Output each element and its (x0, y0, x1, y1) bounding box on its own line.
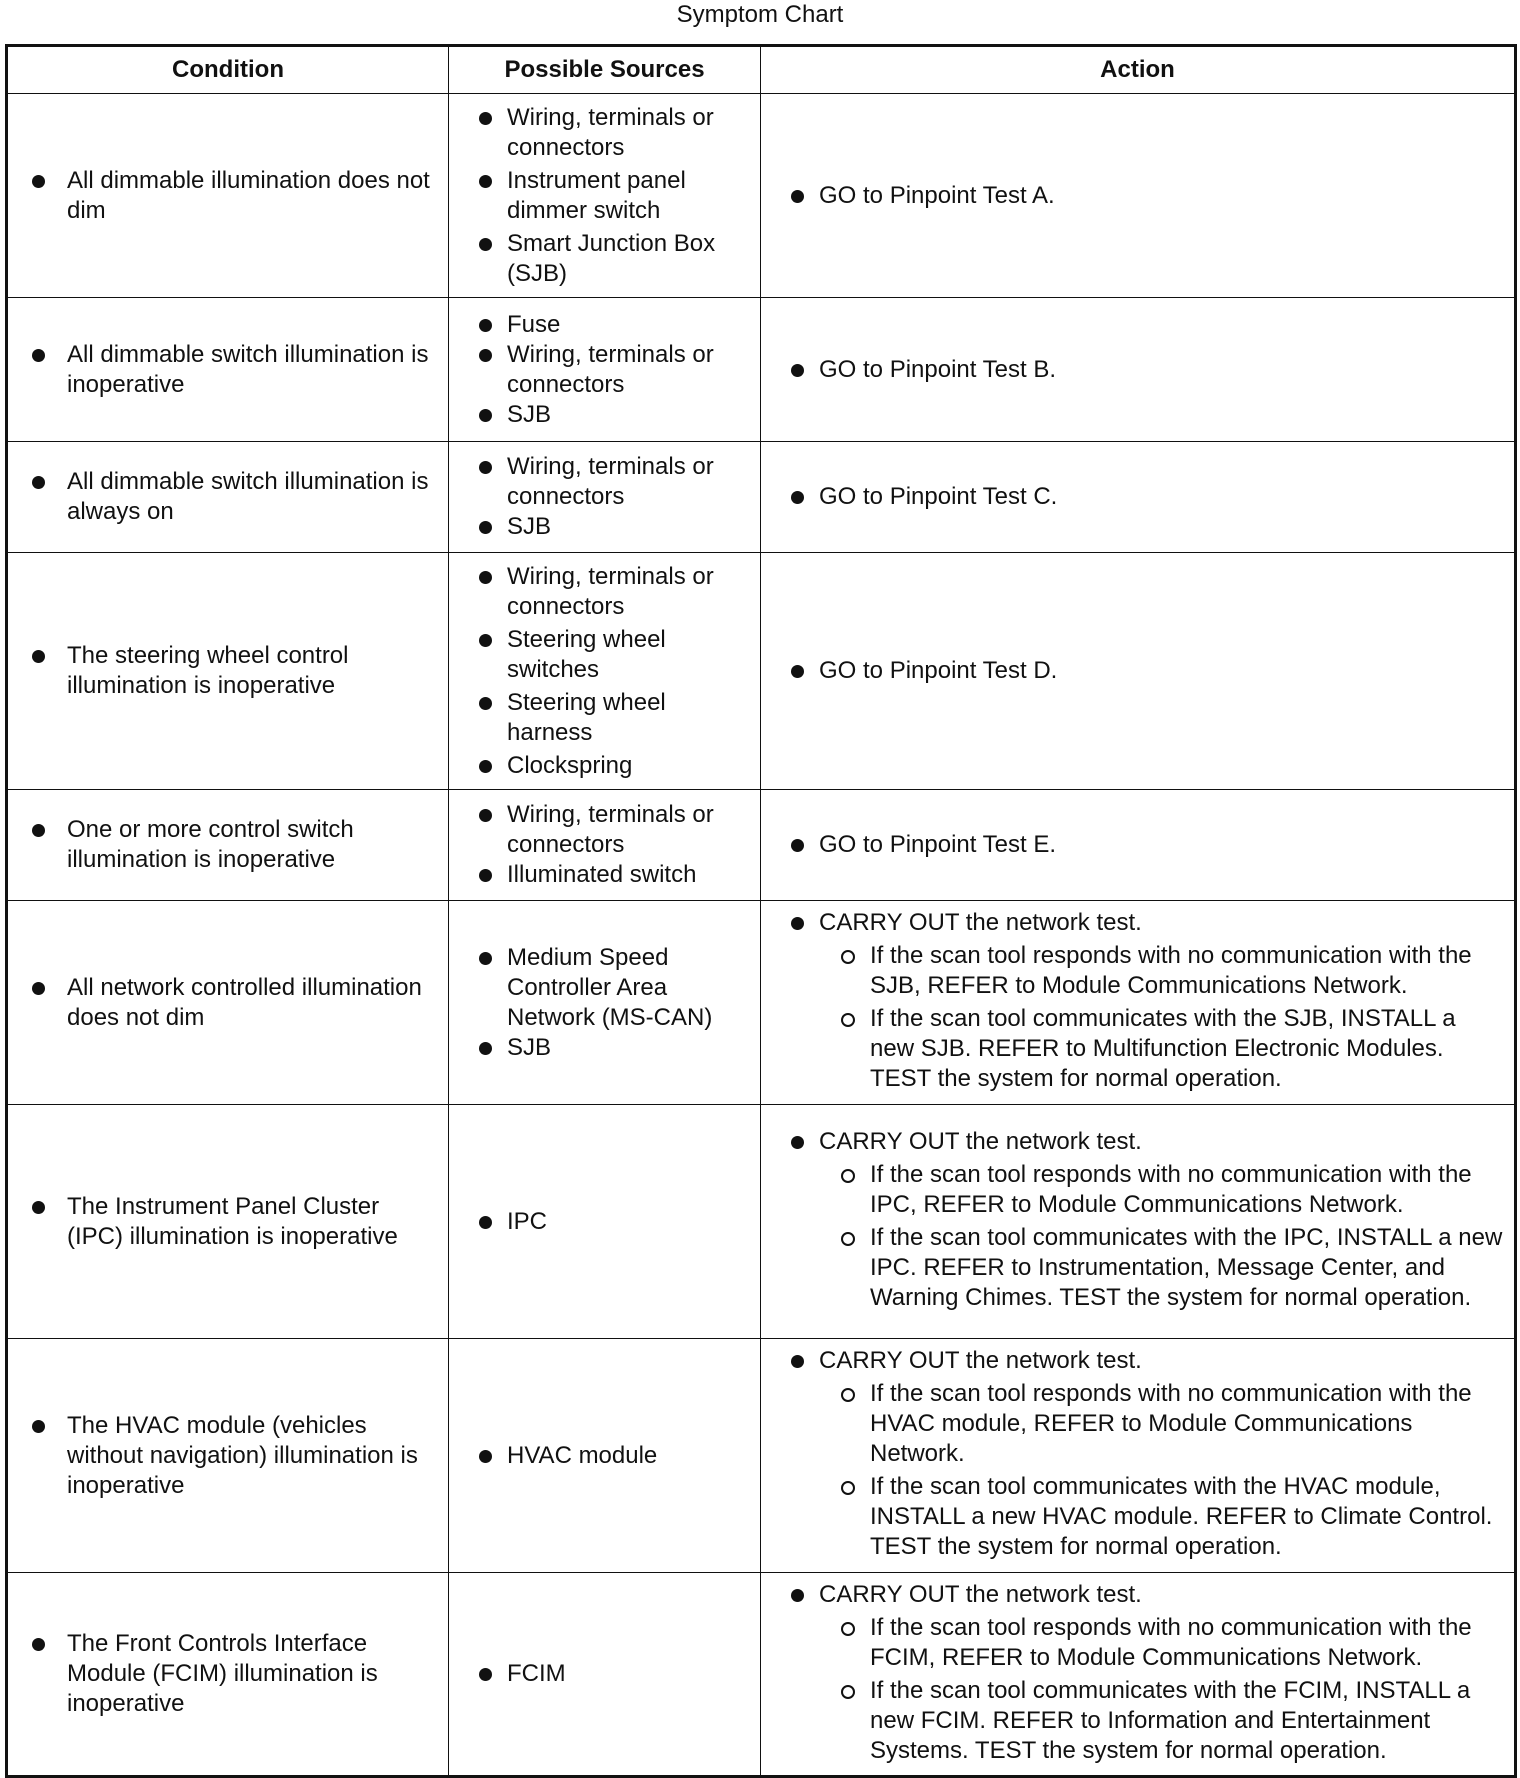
action-cell (761, 553, 1516, 790)
sources-cell (449, 94, 761, 298)
source-item: Smart Junction Box (SJB) (449, 229, 752, 289)
action-sub-item: If the scan tool communicates with the IPC, INSTALL a new IPC. REFER to Instrumentation, Message Center, and Warning Chimes. TEST the system for normal operation. (819, 1223, 1504, 1313)
action-sub-item: If the scan tool communicates with the HVAC module, INSTALL a new HVAC module. REFER to Climate Control. TEST the system for normal operation. (819, 1472, 1504, 1562)
condition-cell (7, 553, 449, 790)
action-sub-item: If the scan tool responds with no communication with the SJB, REFER to Module Communications Network. (819, 941, 1504, 1001)
sources-cell (449, 901, 761, 1105)
condition-cell (7, 442, 449, 553)
action-cell (761, 442, 1516, 553)
source-item: Fuse (449, 310, 752, 340)
sources-cell (449, 790, 761, 901)
sources-cell (449, 1573, 761, 1777)
source-item: Illuminated switch (449, 860, 752, 890)
action-main: GO to Pinpoint Test B. (761, 355, 1504, 385)
sources-cell (449, 1339, 761, 1573)
action-main (761, 1580, 1504, 1766)
action-main: GO to Pinpoint Test D. (761, 656, 1504, 686)
condition-cell (7, 1573, 449, 1777)
action-main: GO to Pinpoint Test E. (761, 830, 1504, 860)
condition-text: All network controlled illumination does not dim (8, 973, 440, 1033)
action-sub-item: If the scan tool communicates with the SJB, INSTALL a new SJB. REFER to Multifunction Electronic Modules. TEST the system for normal operation. (819, 1004, 1504, 1094)
table-row (7, 553, 1516, 790)
sources-cell (449, 442, 761, 553)
sources-cell (449, 553, 761, 790)
source-item: Clockspring (449, 751, 752, 781)
source-item: IPC (449, 1207, 752, 1237)
page-title: Symptom Chart (676, 1, 844, 28)
source-item: Wiring, terminals or connectors (449, 452, 752, 512)
header-row (7, 46, 1516, 94)
sources-cell (449, 298, 761, 442)
action-main (761, 1127, 1504, 1313)
source-item: Wiring, terminals or connectors (449, 562, 752, 622)
condition-cell (7, 94, 449, 298)
source-item: SJB (449, 400, 752, 430)
action-main: GO to Pinpoint Test C. (761, 482, 1504, 512)
source-item: SJB (449, 1033, 752, 1063)
condition-cell (7, 901, 449, 1105)
header-action: Action (761, 46, 1516, 94)
header-condition: Condition (7, 46, 449, 94)
action-cell (761, 1339, 1516, 1573)
condition-text: The HVAC module (vehicles without navigation) illumination is inoperative (8, 1411, 440, 1501)
source-item: FCIM (449, 1659, 752, 1689)
action-cell (761, 790, 1516, 901)
table-row (7, 94, 1516, 298)
table-row (7, 901, 1516, 1105)
condition-text: All dimmable switch illumination is always on (8, 467, 440, 527)
action-main-text: CARRY OUT the network test. (819, 1128, 1142, 1155)
source-item: Wiring, terminals or connectors (449, 800, 752, 860)
action-main (761, 908, 1504, 1094)
action-cell (761, 1105, 1516, 1339)
condition-text: The steering wheel control illumination is inoperative (8, 641, 440, 701)
condition-cell (7, 1105, 449, 1339)
header-possible-sources: Possible Sources (449, 46, 761, 94)
table-row (7, 1573, 1516, 1777)
condition-text: All dimmable switch illumination is inoperative (8, 340, 440, 400)
source-item: Instrument panel dimmer switch (449, 166, 752, 226)
action-main-text: CARRY OUT the network test. (819, 1347, 1142, 1374)
action-cell (761, 298, 1516, 442)
table-row (7, 790, 1516, 901)
action-sub-item: If the scan tool responds with no communication with the IPC, REFER to Module Communications Network. (819, 1160, 1504, 1220)
condition-text: The Instrument Panel Cluster (IPC) illumination is inoperative (8, 1192, 440, 1252)
table-row (7, 298, 1516, 442)
source-item: HVAC module (449, 1441, 752, 1471)
action-cell (761, 1573, 1516, 1777)
table-row (7, 442, 1516, 553)
action-sub-item: If the scan tool responds with no communication with the HVAC module, REFER to Module Communications Network. (819, 1379, 1504, 1469)
source-item: Wiring, terminals or connectors (449, 103, 752, 163)
condition-cell (7, 1339, 449, 1573)
action-main (761, 1346, 1504, 1562)
condition-text: The Front Controls Interface Module (FCIM) illumination is inoperative (8, 1629, 440, 1719)
condition-cell (7, 298, 449, 442)
action-main-text: CARRY OUT the network test. (819, 909, 1142, 936)
symptom-chart-table (5, 44, 1517, 1778)
table-row (7, 1105, 1516, 1339)
action-main: GO to Pinpoint Test A. (761, 181, 1504, 211)
condition-text: All dimmable illumination does not dim (8, 166, 440, 226)
sources-cell (449, 1105, 761, 1339)
source-item: Steering wheel harness (449, 688, 752, 748)
action-cell (761, 94, 1516, 298)
action-sub-item: If the scan tool responds with no communication with the FCIM, REFER to Module Communications Network. (819, 1613, 1504, 1673)
action-main-text: CARRY OUT the network test. (819, 1580, 1142, 1608)
action-sub-item: If the scan tool communicates with the FCIM, INSTALL a new FCIM. REFER to Information and Entertainment Systems. TEST the system for normal operation. (819, 1676, 1504, 1766)
source-item: SJB (449, 512, 752, 542)
source-item: Wiring, terminals or connectors (449, 340, 752, 400)
condition-text: One or more control switch illumination is inoperative (8, 815, 440, 875)
table-row (7, 1339, 1516, 1573)
source-item: Steering wheel switches (449, 625, 752, 685)
source-item: Medium Speed Controller Area Network (MS-CAN) (449, 943, 752, 1033)
condition-cell (7, 790, 449, 901)
action-cell (761, 901, 1516, 1105)
